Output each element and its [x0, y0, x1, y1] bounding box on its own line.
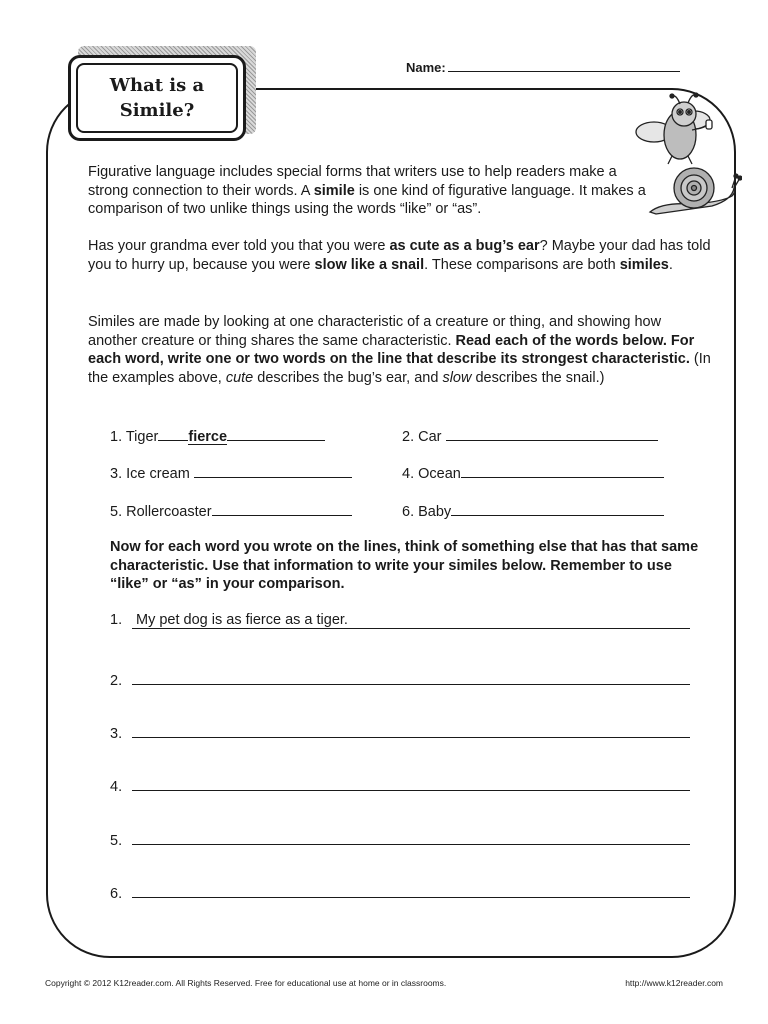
word-item-car — [402, 425, 658, 445]
sentence-line-2 — [110, 669, 692, 689]
similes-term: similes — [619, 256, 669, 273]
word-label: 2. Car — [402, 429, 442, 445]
answer-line[interactable] — [212, 500, 352, 516]
word-label: 6. Baby — [402, 504, 452, 520]
intro-text: Figurative language includes special forms that writers use to help readers make a strong connection to their words. A — [88, 164, 617, 199]
sentence-answer[interactable] — [132, 775, 690, 791]
sentence-answer[interactable] — [132, 882, 690, 898]
sentence-answer[interactable] — [132, 669, 690, 685]
intro-text: is one kind of figurative language. It makes a comparison of two unlike things using the words “like” or “as”. — [88, 182, 646, 217]
sentence-line-6 — [110, 882, 692, 902]
page-title — [76, 63, 238, 133]
word-item-ice-cream — [110, 462, 352, 482]
answer-line[interactable] — [194, 462, 352, 478]
text: Similes are made by looking at one characteristic of a creature or thing, and showing how another creature or thing shares the same characteristic. — [88, 314, 662, 349]
simile-term: simile — [313, 182, 355, 199]
text: describes the snail.) — [471, 369, 605, 386]
answer-line[interactable] — [461, 462, 664, 478]
text: ? Maybe your dad has told you to hurry up, because you were — [88, 238, 711, 273]
name-blank-line[interactable] — [448, 59, 680, 72]
line-number: 2. — [110, 673, 123, 689]
answer-line[interactable] — [446, 425, 658, 441]
text: Has your grandma ever told you that you were — [88, 238, 390, 254]
simile-instructions: Now for each word you wrote on the lines, think of something else that has that same characteristic. Use that information to write your similes below. Remember to use “like” or “as” in your comparison. — [110, 539, 699, 592]
sentence-line-3 — [110, 722, 692, 742]
answer-line[interactable] — [451, 500, 664, 516]
line-number: 5. — [110, 833, 123, 849]
word-item-tiger — [110, 425, 325, 445]
text: (In the examples above, — [88, 351, 711, 386]
text: . These comparisons are both — [424, 256, 620, 273]
cute-italic: cute — [225, 369, 254, 386]
name-label: Name: — [406, 60, 446, 75]
copyright-text: Copyright © 2012 K12reader.com. All Rights Reserved. Free for educational use at home or in classrooms. — [45, 978, 447, 988]
word-item-rollercoaster — [110, 500, 352, 520]
answer-line-pre — [158, 425, 188, 441]
sentence-answer[interactable] — [132, 722, 690, 738]
word-item-ocean — [402, 462, 664, 482]
intro-paragraph-1 — [88, 163, 648, 219]
intro-paragraph-3 — [88, 313, 713, 387]
word-label: 5. Rollercoaster — [110, 504, 212, 520]
word-item-baby — [402, 500, 664, 520]
example-bugs-ear: as cute as a bug’s ear — [389, 238, 540, 254]
example-snail: slow like a snail — [314, 256, 425, 273]
site-url[interactable]: http://www.k12reader.com — [625, 978, 723, 988]
title-card — [68, 55, 246, 141]
slow-italic: slow — [442, 369, 472, 386]
word-label: 1. Tiger — [110, 429, 159, 445]
sentence-answer[interactable]: My pet dog is as fierce as a tiger. — [132, 612, 690, 629]
title-line-2: Simile? — [119, 100, 195, 121]
line-number: 3. — [110, 726, 123, 742]
text: . — [668, 256, 673, 273]
instruction-bold: Read each of the words below. For each word, write one or two words on the line that describe its strongest characteristic. — [88, 332, 695, 367]
name-field — [406, 59, 680, 75]
bug-and-snail-icon — [632, 90, 742, 222]
sentence-line-5 — [110, 829, 692, 849]
text: describes the bug’s ear, and — [253, 369, 443, 386]
line-number: 1. — [110, 612, 123, 628]
answer-fierce[interactable]: fierce — [188, 429, 228, 445]
answer-line-post — [227, 425, 325, 441]
intro-paragraph-2 — [88, 237, 713, 274]
line-number: 6. — [110, 886, 123, 902]
title-line-1: What is a — [109, 75, 205, 96]
sentence-answer[interactable] — [132, 829, 690, 845]
word-label: 3. Ice cream — [110, 466, 190, 482]
word-label: 4. Ocean — [402, 466, 461, 482]
line-number: 4. — [110, 779, 123, 795]
sentence-line-1 — [110, 612, 692, 629]
sentence-line-4 — [110, 775, 692, 795]
